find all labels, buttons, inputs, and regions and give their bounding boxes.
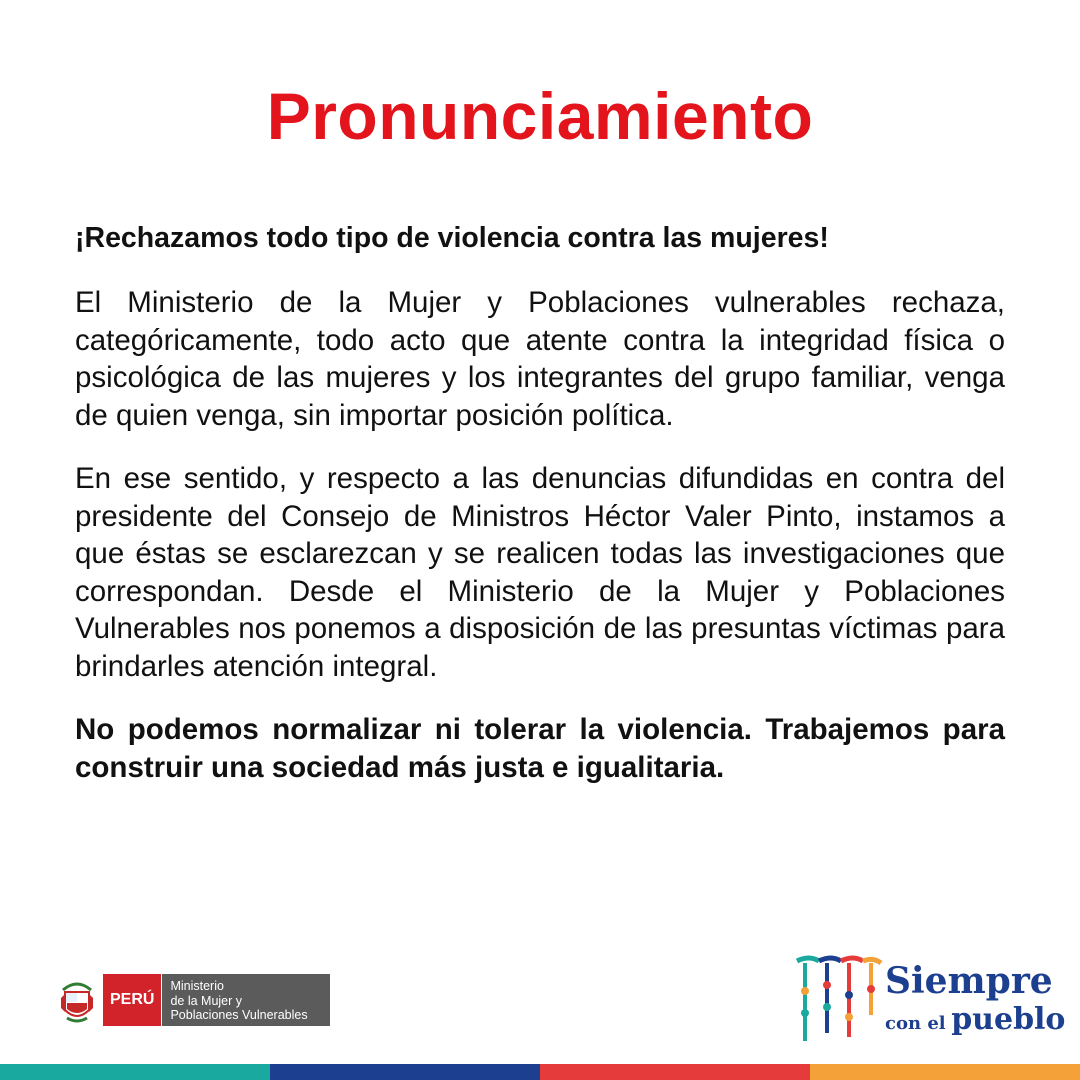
closing-statement: No podemos normalizar ni tolerar la violencia. Trabajemos para construir una sociedad más justa e igualitaria.	[75, 713, 1005, 784]
siempre-con-el-pueblo-logo	[795, 955, 1066, 1045]
stripe-teal	[0, 1064, 270, 1080]
slogan-line-1: Siempre	[885, 960, 1053, 1002]
peru-coat-of-arms-icon	[55, 972, 99, 1028]
knotted-threads-icon	[795, 955, 883, 1045]
color-stripe	[0, 1064, 1080, 1080]
subheading: ¡Rechazamos todo tipo de violencia contra las mujeres!	[75, 222, 829, 254]
ministry-name	[161, 974, 330, 1026]
ministry-logo	[55, 972, 330, 1028]
paragraph-1: El Ministerio de la Mujer y Poblaciones vulnerables rechaza, categóricamente, todo acto que atente contra la integridad física o psicológica de las mujeres y los integrantes del grupo familiar, venga de quien venga, sin importar posición política.	[75, 286, 1005, 432]
slogan-big-text: pueblo	[951, 1002, 1066, 1037]
paragraph-2: En ese sentido, y respecto a las denuncias difundidas en contra del presidente del Consejo de Ministros Héctor Valer Pinto, instamos a que éstas se esclarezcan y se realicen todas las investigaciones que correspondan. Desde el Ministerio de la Mujer y Poblaciones Vulnerables nos ponemos a disposición de las presuntas víctimas para brindarles atención integral.	[75, 462, 1005, 683]
ministry-line-3: Poblaciones Vulnerables	[170, 1008, 308, 1022]
slogan-small-text: con el	[885, 1013, 946, 1034]
stripe-blue	[270, 1064, 540, 1080]
ministry-line-1: Ministerio	[170, 979, 224, 993]
statement-body	[75, 218, 1005, 786]
page-title: Pronunciamiento	[266, 79, 814, 153]
stripe-orange	[810, 1064, 1080, 1080]
ministry-line-2: de la Mujer y	[170, 993, 243, 1008]
peru-label: PERÚ	[103, 974, 161, 1026]
stripe-red	[540, 1064, 810, 1080]
